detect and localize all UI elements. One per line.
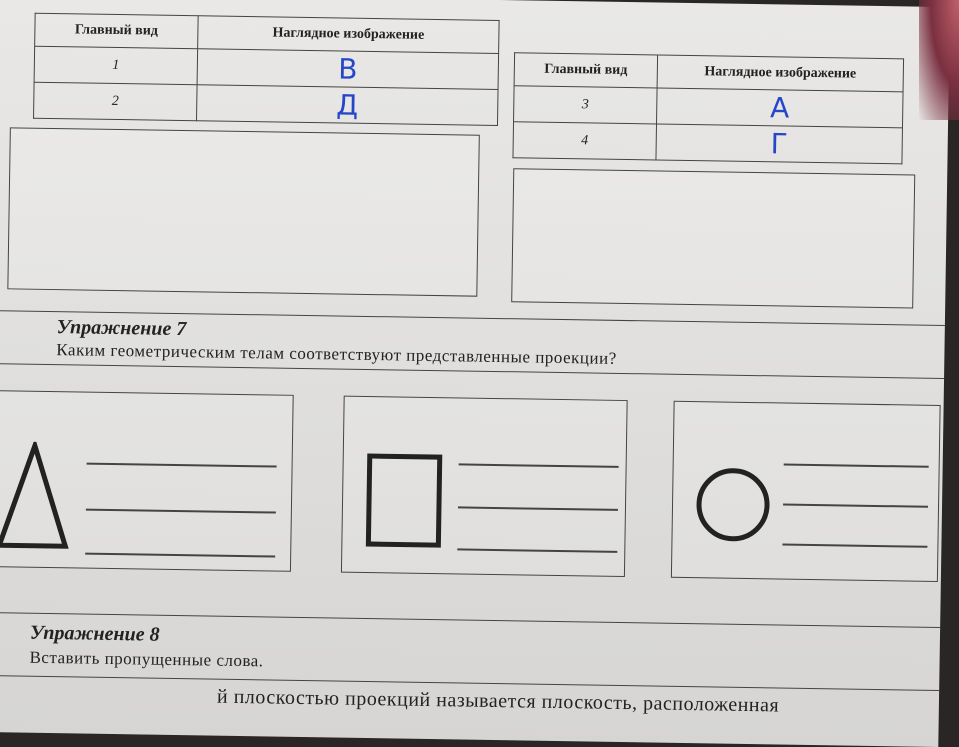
answer-line[interactable]	[782, 544, 927, 548]
answer-table-right	[512, 52, 904, 164]
exercise-instruction: Вставить пропущенные слова.	[29, 647, 264, 671]
triangle-icon	[0, 441, 72, 552]
handwritten-answer: В	[337, 52, 358, 86]
answer-line[interactable]	[87, 463, 277, 467]
background-light	[919, 0, 959, 120]
exercise-title: Упражнение 7	[56, 316, 187, 341]
answer-table-left	[33, 13, 500, 126]
answer-line[interactable]	[784, 464, 929, 468]
partial-text-line: й плоскостью проекций называется плоскость, расположенная	[216, 685, 780, 717]
exercise-question: Каким геометрическим телам соответствуют представленные проекции?	[56, 340, 617, 368]
drawing-box	[7, 127, 479, 296]
column-header: Наглядное изображение	[657, 55, 903, 92]
answer-line[interactable]	[85, 553, 275, 557]
square-icon	[364, 452, 446, 553]
circle-icon	[692, 464, 773, 545]
exercise-8-header	[0, 612, 940, 691]
column-header: Главный вид	[35, 13, 198, 49]
table-row	[513, 122, 903, 164]
exercise-7-header	[0, 310, 945, 379]
drawing-box	[511, 168, 915, 308]
row-number: 4	[513, 122, 657, 160]
projection-box-1	[0, 390, 294, 572]
projection-box-3	[671, 401, 941, 582]
projection-box-2	[341, 396, 628, 577]
table-row	[34, 82, 499, 125]
row-number: 3	[514, 86, 658, 124]
column-header: Наглядное изображение	[198, 16, 499, 54]
answer-line[interactable]	[86, 509, 276, 513]
exercise-title: Упражнение 8	[29, 621, 160, 646]
table-row	[514, 86, 904, 128]
answer-line[interactable]	[783, 504, 928, 508]
handwritten-answer: Г	[770, 127, 789, 161]
handwritten-answer: А	[769, 91, 790, 125]
answer-line[interactable]	[457, 548, 617, 552]
column-header: Главный вид	[514, 53, 658, 88]
answer-line[interactable]	[458, 506, 618, 510]
row-number: 2	[34, 82, 198, 121]
answer-line[interactable]	[459, 463, 619, 467]
handwritten-answer: Д	[336, 88, 359, 122]
row-number: 1	[34, 46, 198, 85]
